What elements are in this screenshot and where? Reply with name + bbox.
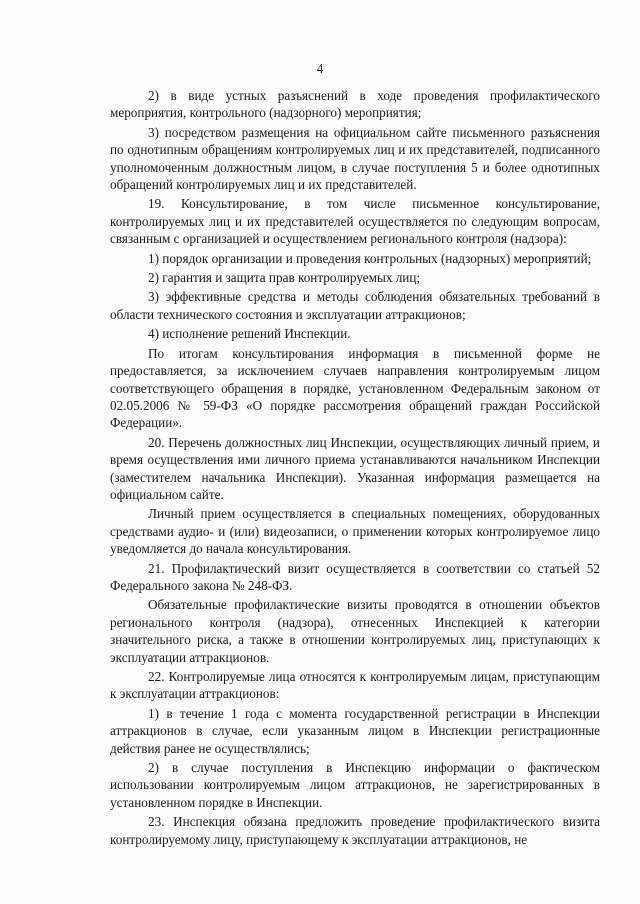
paragraph: 1) в течение 1 года с момента государственной регистрации в Инспекции аттракционов в случае, если указанным лицом в Инспекции регистрационные действия ранее не осуществлялись;	[110, 705, 600, 756]
paragraph: 1) порядок организации и проведения контрольных (надзорных) мероприятий;	[148, 250, 592, 266]
paragraph: 2) в случае поступления в Инспекцию информации о фактическом использовании контролируемым лицом аттракционов, не зарегистрированных в установленном порядке в Инспекции.	[110, 760, 600, 810]
paragraph: 22. Контролируемые лица относятся к контролируемым лицам, приступающим к эксплуатации аттракционов:	[110, 669, 600, 702]
paragraph: 23. Инспекция обязана предложить проведение профилактического визита контролируемому лицу, приступающему к эксплуатации аттракционов, не	[110, 814, 600, 847]
paragraph: 2) в виде устных разъяснений в ходе проведения профилактического мероприятия, контрольного (надзорного) мероприятия;	[110, 88, 600, 121]
paragraph: Обязательные профилактические визиты проводятся в отношении объектов регионального контроля (надзора), отнесенных Инспекцией к категории значительного риска, а также в отношении контролируемых лиц, приступающих к эксплуатации аттракционов.	[110, 597, 600, 665]
page-number: 4	[316, 61, 324, 76]
paragraph: 20. Перечень должностных лиц Инспекции, осуществляющих личный прием, и время осуществления ими личного приема устанавливаются начальником Инспекции (заместителем начальника Инспекции). Указанная информация размещается на официальном сайте.	[110, 434, 600, 502]
paragraph: 3) эффективные средства и методы соблюдения обязательных требований в области технического состояния и эксплуатации аттракционов;	[110, 289, 600, 322]
paragraph: 3) посредством размещения на официальном сайте письменного разъяснения по однотипным обращениям контролируемых лиц и их представителей, подписанного уполномоченным должностным лицом, в случае поступления 5 и более однотипных обращений контролируемых лиц и их представителей.	[110, 124, 600, 193]
paragraph: 19. Консультирование, в том числе письменное консультирование, контролируемых лиц и их представителей осуществляется по следующим вопросам, связанным с организацией и осуществлением регионального контроля (надзора):	[110, 196, 600, 247]
paragraph: 2) гарантия и защита прав контролируемых лиц;	[148, 270, 421, 286]
paragraph: 4) исполнение решений Инспекции.	[148, 326, 351, 342]
paragraph: Личный прием осуществляется в специальных помещениях, оборудованных средствами аудио- и (или) видеозаписи, о применении которых контролируемое лицо уведомляется до начала консультирования.	[110, 506, 600, 557]
paragraph: 21. Профилактический визит осуществляется в соответствии со статьей 52 Федерального закона № 248-ФЗ.	[110, 560, 600, 593]
document-body	[110, 87, 600, 850]
paragraph: По итогам консультирования информация в письменной форме не предоставляется, за исключением случаев направления контролируемым лицом соответствующего обращения в порядке, установленном Федеральным законом от 02.05.2006 № 59-ФЗ «О порядке рассмотрения обращений граждан Российской Федерации».	[110, 345, 600, 431]
